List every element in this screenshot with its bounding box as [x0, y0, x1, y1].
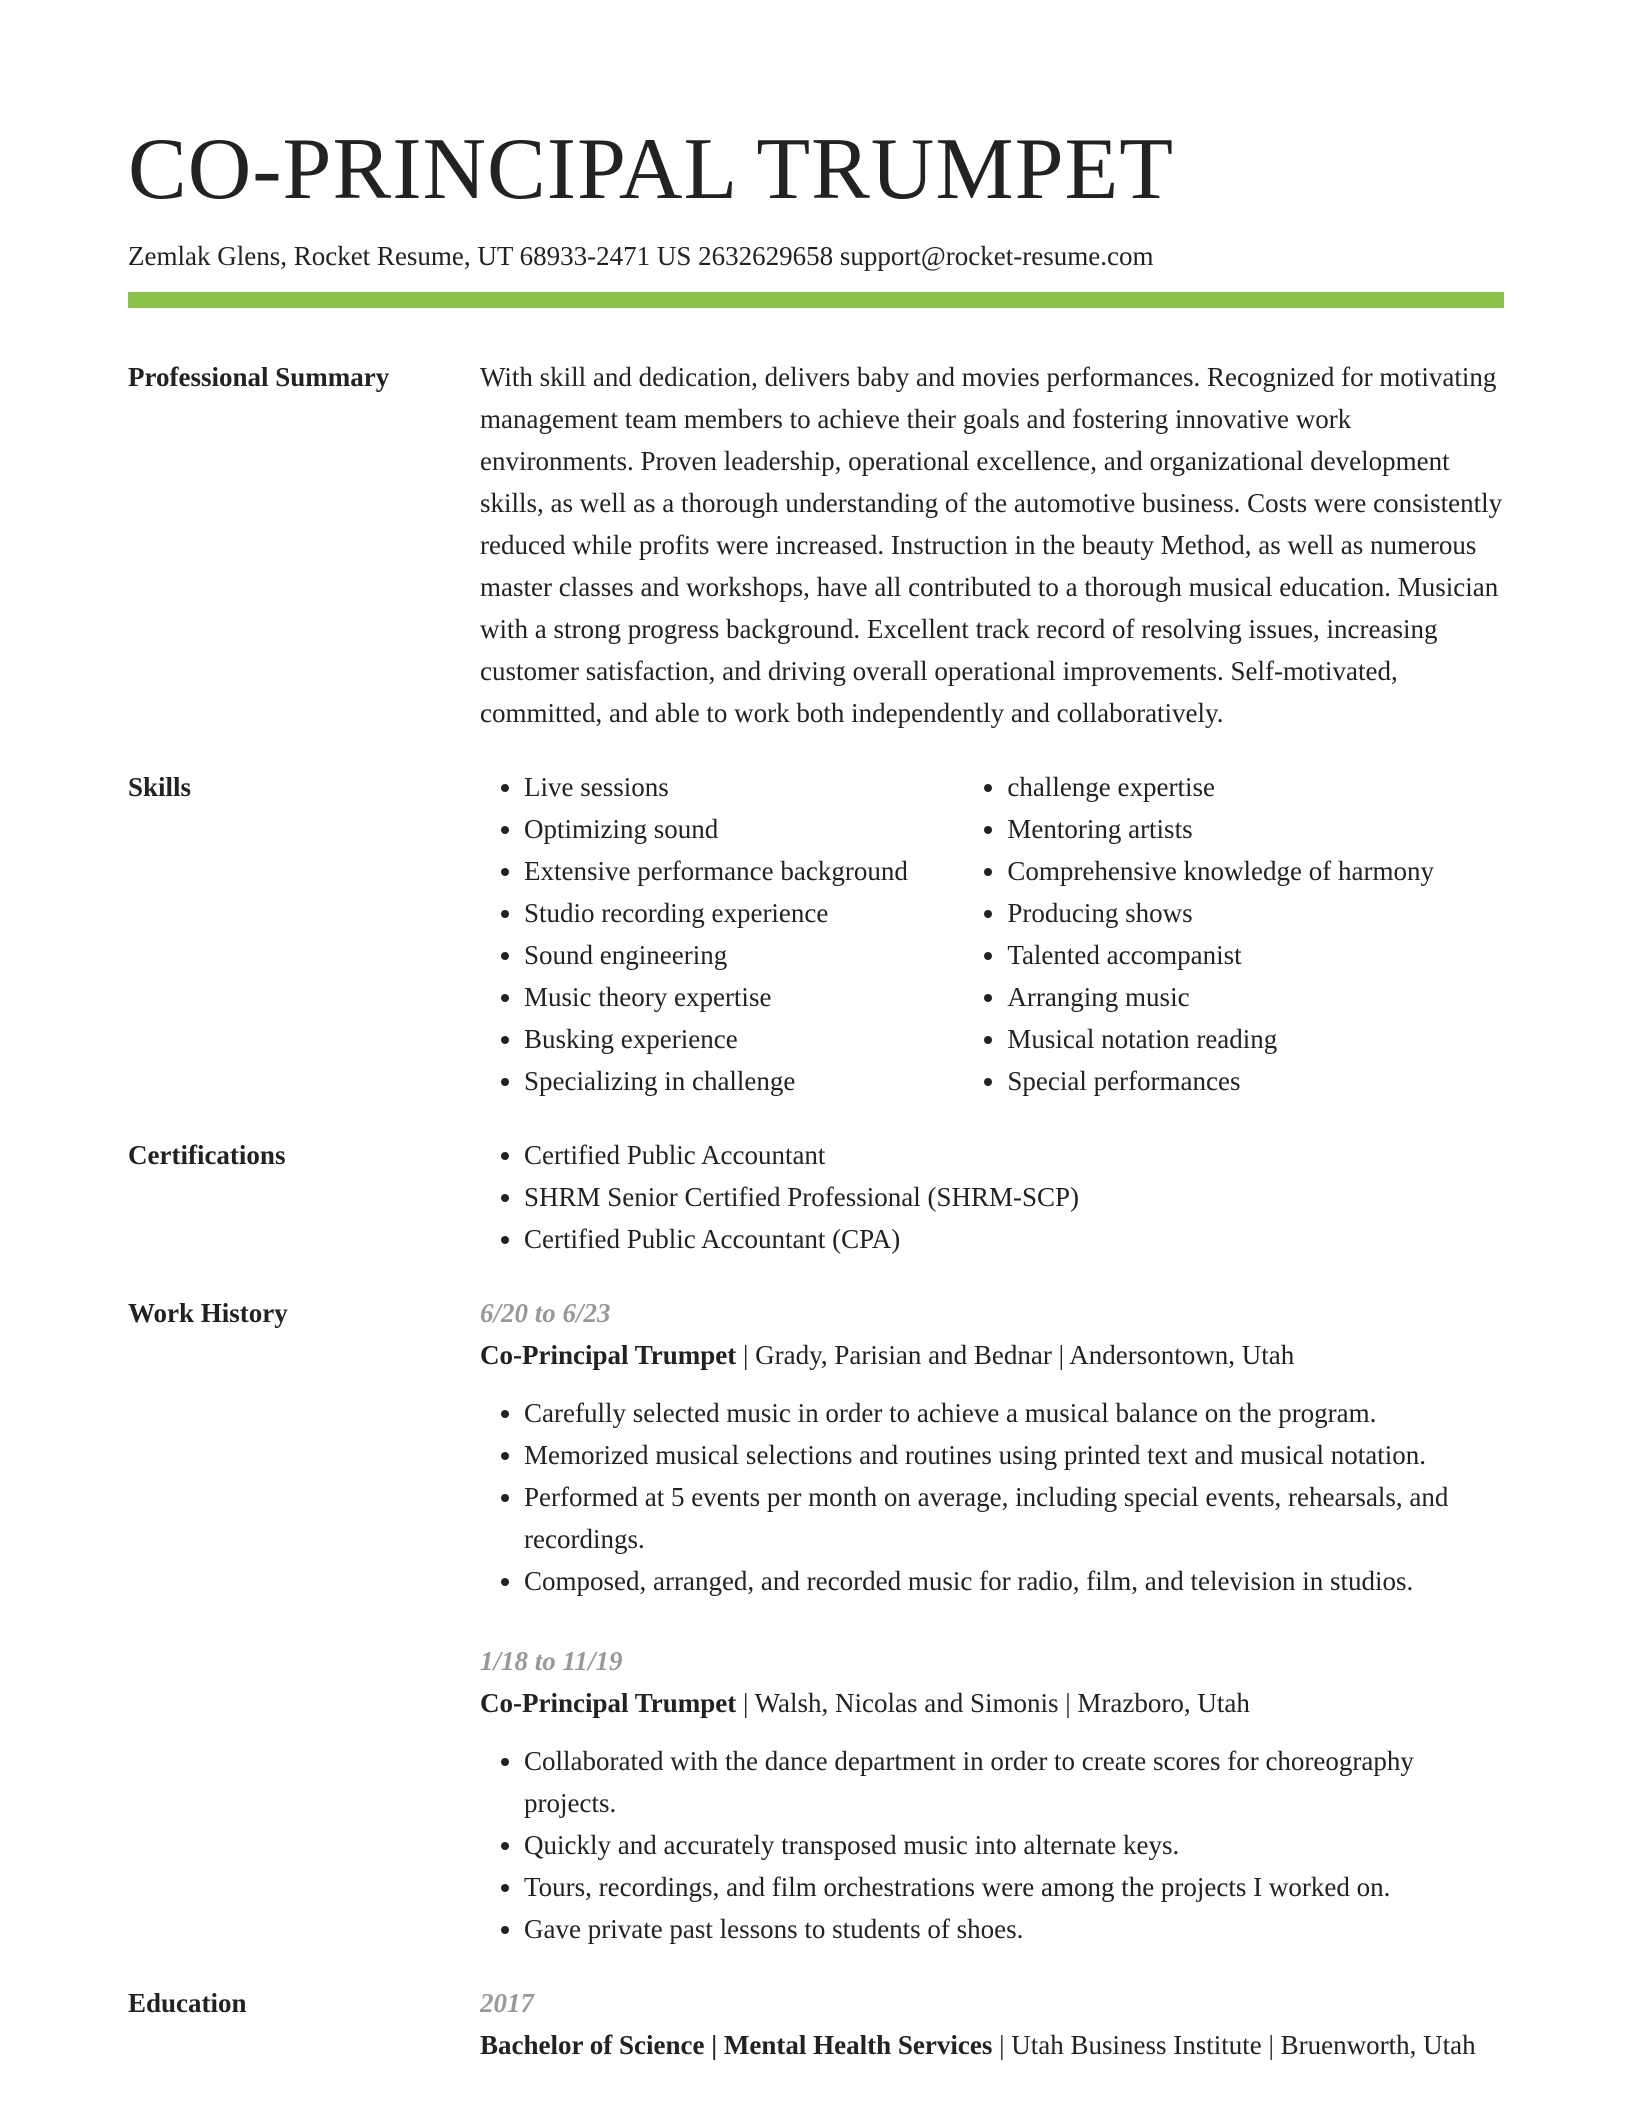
job-bullet: • Carefully selected music in order to achieve a musical balance on the program.: [524, 1392, 1504, 1434]
work-history-section: [128, 1292, 1504, 1950]
skill-item: • Talented accompanist: [1007, 934, 1504, 976]
job-dates: 1/18 to 11/19: [480, 1646, 623, 1676]
job-bullet: • Composed, arranged, and recorded music for radio, film, and television in studios.: [524, 1560, 1504, 1602]
job-entry: [480, 1292, 1504, 1602]
education-degree: Bachelor of Science | Mental Health Services: [480, 2030, 993, 2060]
job-bullet: • Quickly and accurately transposed music into alternate keys.: [524, 1824, 1504, 1866]
certification-item: • SHRM Senior Certified Professional (SHRM-SCP): [524, 1176, 1504, 1218]
skills-columns: [480, 766, 1504, 1102]
skill-item: • Extensive performance background: [524, 850, 963, 892]
certifications-list: [480, 1134, 1504, 1260]
job-dates: 6/20 to 6/23: [480, 1298, 611, 1328]
skill-item: • Busking experience: [524, 1018, 963, 1060]
skill-item: • Arranging music: [1007, 976, 1504, 1018]
header-divider: [128, 292, 1504, 308]
summary-text: With skill and dedication, delivers baby and movies performances. Recognized for motivating management team members to achieve their goals and fostering innovative work environments. Proven leadership, operational excellence, and organizational development skills, as well as a thorough understanding of the automotive business. Costs were consistently reduced while profits were increased. Instruction in the beauty Method, as well as numerous master classes and workshops, have all contributed to a thorough musical education. Musician with a strong progress background. Excellent track record of resolving issues, increasing customer satisfaction, and driving overall operational improvements. Self-motivated, committed, and able to work both independently and collaboratively.: [480, 362, 1503, 728]
skill-item: • Music theory expertise: [524, 976, 963, 1018]
skill-item: • Studio recording experience: [524, 892, 963, 934]
skill-item: • Musical notation reading: [1007, 1018, 1504, 1060]
skill-item: • challenge expertise: [1007, 766, 1504, 808]
skill-item: • Producing shows: [1007, 892, 1504, 934]
summary-section: [128, 356, 1504, 734]
certifications-section: [128, 1134, 1504, 1260]
section-title-education: Education: [128, 1988, 247, 2018]
section-title-skills: Skills: [128, 772, 192, 802]
job-entry: [480, 1640, 1504, 1950]
skill-item: • Comprehensive knowledge of harmony: [1007, 850, 1504, 892]
contact-line: Zemlak Glens, Rocket Resume, UT 68933-2471 US 2632629658 support@rocket-resume.com: [128, 241, 1154, 271]
education-heading: [480, 2024, 1504, 2066]
skills-list-right: [963, 766, 1504, 1102]
job-bullet: • Memorized musical selections and routines using printed text and musical notation.: [524, 1434, 1504, 1476]
section-title-certifications: Certifications: [128, 1140, 286, 1170]
section-title-summary: Professional Summary: [128, 362, 390, 392]
job-bullets: [480, 1740, 1504, 1950]
job-employer: | Grady, Parisian and Bednar | Andersontown, Utah: [736, 1340, 1295, 1370]
education-date: 2017: [480, 1988, 534, 2018]
resume-title: CO-PRINCIPAL TRUMPET: [128, 121, 1175, 218]
skill-item: • Special performances: [1007, 1060, 1504, 1102]
job-bullet: • Tours, recordings, and film orchestrations were among the projects I worked on.: [524, 1866, 1504, 1908]
certification-item: • Certified Public Accountant: [524, 1134, 1504, 1176]
education-school: | Utah Business Institute | Bruenworth, Utah: [992, 2030, 1476, 2060]
section-title-work-history: Work History: [128, 1298, 288, 1328]
job-role: Co-Principal Trumpet: [480, 1688, 737, 1718]
job-bullets: [480, 1392, 1504, 1602]
job-bullet: • Performed at 5 events per month on average, including special events, rehearsals, and recordings.: [524, 1476, 1504, 1560]
skill-item: • Live sessions: [524, 766, 963, 808]
skill-item: • Optimizing sound: [524, 808, 963, 850]
job-employer: | Walsh, Nicolas and Simonis | Mrazboro, Utah: [736, 1688, 1250, 1718]
job-bullet: • Collaborated with the dance department in order to create scores for choreography projects.: [524, 1740, 1504, 1824]
skills-list-left: [480, 766, 963, 1102]
job-role: Co-Principal Trumpet: [480, 1340, 737, 1370]
skill-item: • Sound engineering: [524, 934, 963, 976]
job-heading: [480, 1682, 1504, 1724]
job-bullet: • Gave private past lessons to students of shoes.: [524, 1908, 1504, 1950]
skill-item: • Specializing in challenge: [524, 1060, 963, 1102]
skills-section: [128, 766, 1504, 1102]
job-heading: [480, 1334, 1504, 1376]
certification-item: • Certified Public Accountant (CPA): [524, 1218, 1504, 1260]
education-section: [128, 1982, 1504, 2066]
skill-item: • Mentoring artists: [1007, 808, 1504, 850]
